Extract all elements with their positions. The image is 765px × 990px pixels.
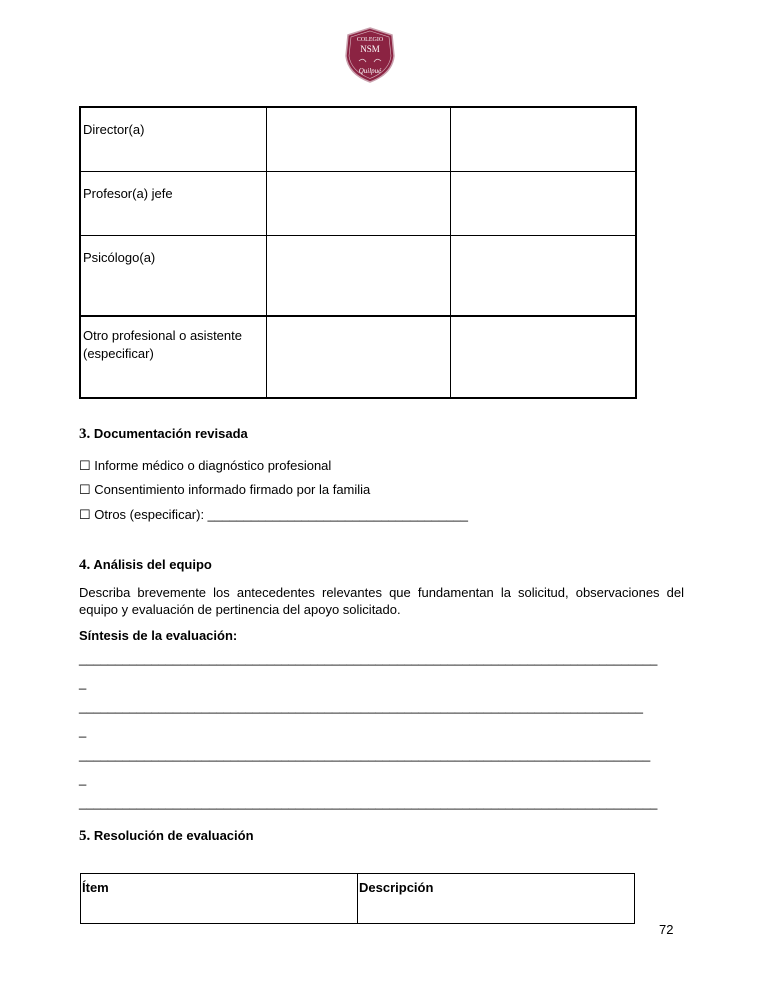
section-number: 4.: [79, 557, 91, 573]
checkbox-item[interactable]: ☐ Consentimiento informado firmado por la familia: [79, 482, 371, 497]
page-number: 72: [659, 922, 674, 937]
resolution-table: [80, 873, 635, 924]
logo-text-nsm: NSM: [360, 44, 380, 54]
name-cell[interactable]: [266, 235, 450, 316]
signature-cell[interactable]: [450, 316, 636, 398]
roles-signature-table: [79, 106, 637, 399]
synthesis-label: Síntesis de la evaluación:: [79, 628, 238, 643]
synthesis-line[interactable]: ________________________________________________________________________________: [79, 795, 658, 810]
logo-text-quilpue: Quilpué: [358, 67, 382, 75]
section-title: Documentación revisada: [93, 426, 248, 441]
checkbox-item[interactable]: ☐ Otros (especificar): ____________________________________: [79, 507, 468, 522]
logo-text-colegio: COLEGIO: [356, 37, 384, 43]
section-title: Resolución de evaluación: [93, 828, 254, 843]
name-cell[interactable]: [266, 171, 450, 235]
table-row: [80, 107, 636, 171]
checkbox-item[interactable]: ☐ Informe médico o diagnóstico profesional: [79, 458, 332, 473]
name-cell[interactable]: [266, 316, 450, 398]
column-header-item: Ítem: [81, 874, 358, 924]
section-4-description: Describa brevemente los antecedentes relevantes que fundamentan la solicitud, observaciones del equipo y evaluación de pertinencia del apoyo solicitado.: [79, 585, 684, 617]
table-header-row: [81, 874, 635, 924]
role-label: Otro profesional o asistente (especificar): [80, 316, 266, 398]
section-5-heading: [79, 828, 254, 845]
signature-cell[interactable]: [450, 171, 636, 235]
section-4-heading: [79, 557, 212, 574]
role-label: Psicólogo(a): [80, 235, 266, 316]
role-label: Director(a): [80, 107, 266, 171]
column-header-description: Descripción: [358, 874, 635, 924]
section-title: Análisis del equipo: [93, 557, 212, 572]
section-3-heading: [79, 426, 248, 443]
section-number: 3.: [79, 426, 91, 442]
synthesis-line[interactable]: _______________________________________________________________________________: [79, 747, 651, 762]
synthesis-line[interactable]: ________________________________________________________________________________: [79, 651, 658, 666]
section-number: 5.: [79, 828, 91, 844]
signature-cell[interactable]: [450, 235, 636, 316]
name-cell[interactable]: [266, 107, 450, 171]
table-row: [80, 316, 636, 398]
synthesis-line[interactable]: _: [79, 675, 87, 690]
synthesis-line[interactable]: _: [79, 723, 87, 738]
table-row: [80, 171, 636, 235]
role-label: Profesor(a) jefe: [80, 171, 266, 235]
signature-cell[interactable]: [450, 107, 636, 171]
school-crest-logo: [342, 26, 398, 84]
synthesis-line[interactable]: _: [79, 771, 87, 786]
table-row: [80, 235, 636, 316]
synthesis-line[interactable]: ______________________________________________________________________________: [79, 699, 643, 714]
